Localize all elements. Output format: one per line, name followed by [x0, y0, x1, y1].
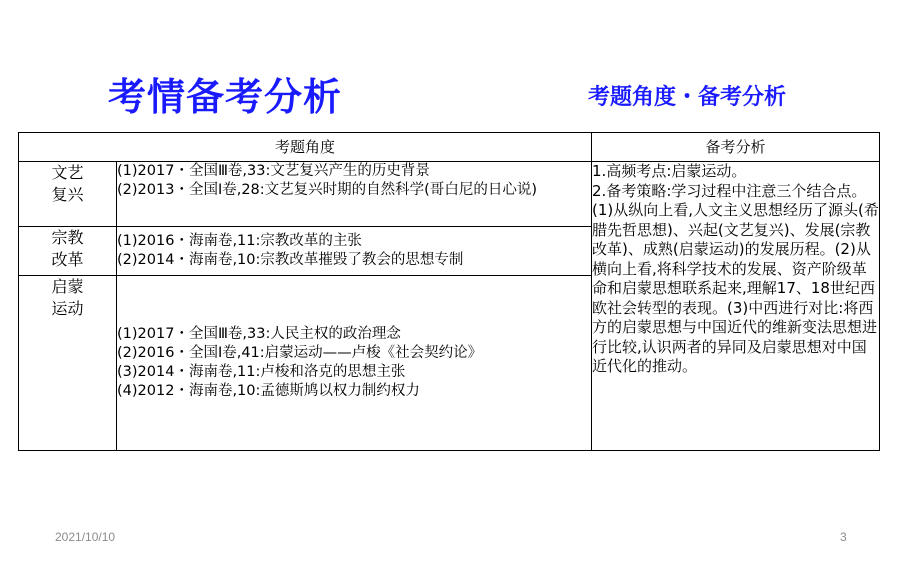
topic-cell-enlightenment [19, 276, 117, 451]
items-cell-reformation [117, 227, 592, 276]
list-item: (2)2014・海南卷,10:宗教改革摧毁了教会的思想专制 [117, 252, 464, 268]
topic-cell-reformation [19, 227, 117, 276]
topic-label-line: 运动 [51, 299, 84, 318]
topic-label-line: 宗教 [51, 228, 84, 247]
page-title: 考情备考分析 [108, 75, 343, 119]
topic-cell-renaissance [19, 162, 117, 227]
list-item: (2)2016・全国Ⅰ卷,41:启蒙运动——卢梭《社会契约论》 [117, 345, 483, 361]
topic-label-line: 启蒙 [51, 277, 84, 296]
column-header-analysis: 备考分析 [592, 133, 880, 162]
footer-date: 2021/10/10 [55, 530, 116, 544]
list-item: (1)2017・全国Ⅲ卷,33:人民主权的政治理念 [117, 326, 401, 342]
list-item: (2)2013・全国Ⅰ卷,28:文艺复兴时期的自然科学(哥白尼的日心说) [117, 182, 537, 198]
page-number: 3 [840, 530, 847, 544]
list-item: (1)2017・全国Ⅲ卷,33:文艺复兴产生的历史背景 [117, 163, 430, 179]
topic-label-line: 改革 [51, 250, 84, 269]
analysis-cell [592, 162, 880, 451]
table-row [19, 162, 880, 227]
list-item: (4)2012・海南卷,10:孟德斯鸠以权力制约权力 [117, 383, 420, 399]
list-item: (3)2014・海南卷,11:卢梭和洛克的思想主张 [117, 364, 406, 380]
table-header-row [19, 133, 880, 162]
analysis-paragraph: 2.备考策略:学习过程中注意三个结合点。 [592, 181, 867, 200]
topic-label-line: 复兴 [51, 185, 84, 204]
page-subtitle: 考题角度・备考分析 [588, 85, 787, 110]
analysis-paragraph: 1.高频考点:启蒙运动。 [592, 162, 747, 180]
items-cell-enlightenment [117, 276, 592, 451]
column-header-topic: 考题角度 [19, 133, 592, 162]
topic-label-line: 文艺 [51, 163, 84, 182]
exam-analysis-table [18, 132, 880, 451]
items-cell-renaissance [117, 162, 592, 227]
analysis-paragraph: (1)从纵向上看,人文主义思想经历了源头(希腊先哲思想)、兴起(文艺复兴)、发展(宗教改革)、成熟(启蒙运动)的发展历程。(2)从横向上看,将科学技术的发展、资产阶级革命和启蒙思想联系起来,理解17、18世纪西欧社会转型的表现。(3)中西进行对比:将西方的启蒙思想与中国近代的维新变法思想进行比较,认识两者的异同及启蒙思想对中国近代化的推动。 [592, 201, 879, 375]
list-item: (1)2016・海南卷,11:宗教改革的主张 [117, 233, 362, 249]
